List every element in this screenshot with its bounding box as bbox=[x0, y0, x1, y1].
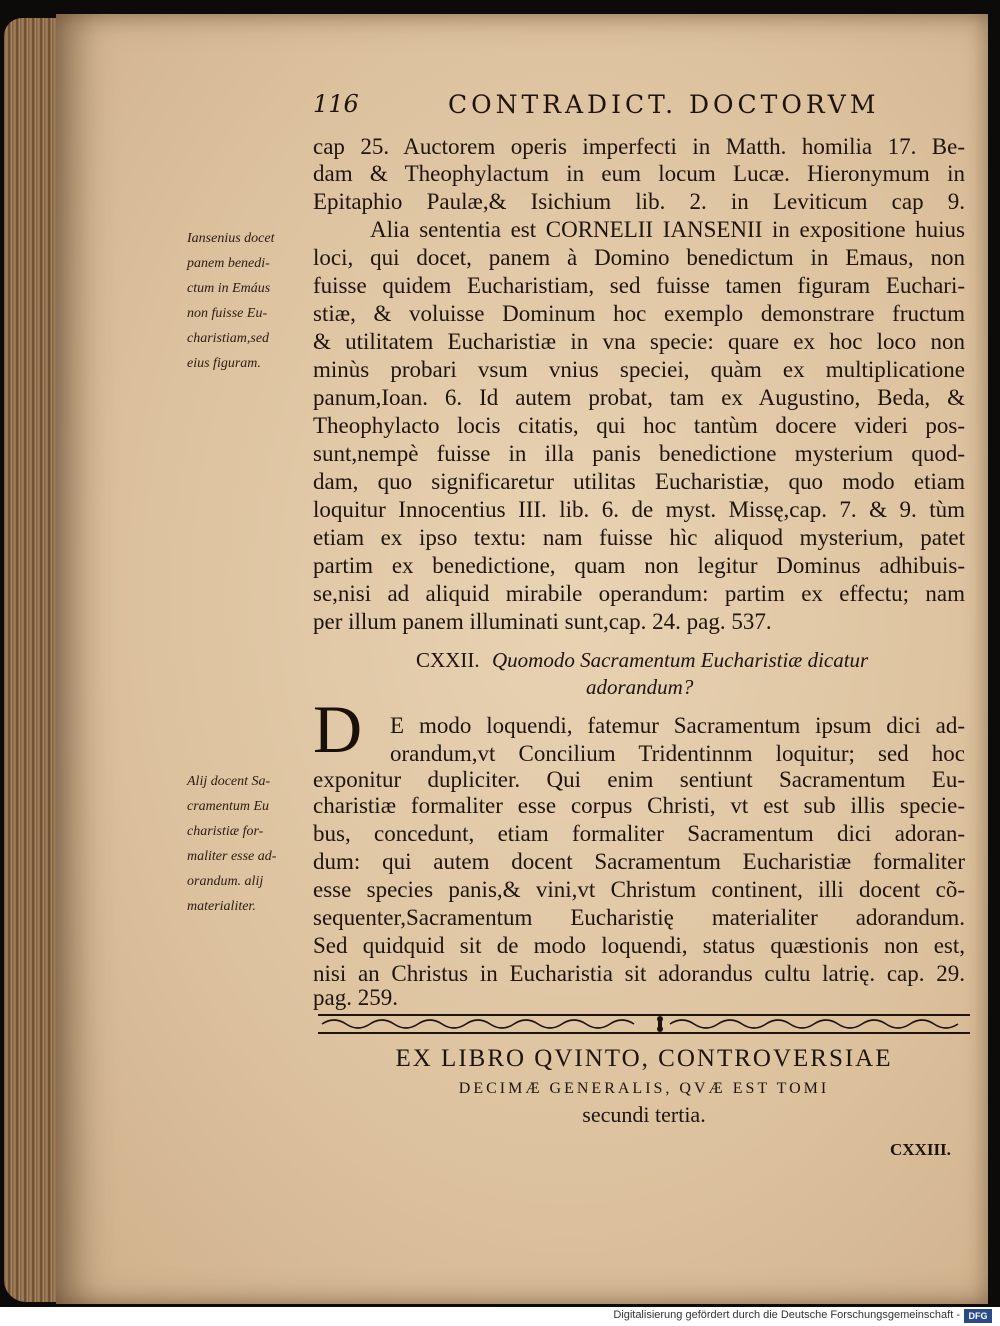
body-line: sequenter,Sacramentum Eucharistię materialiter adorandum. bbox=[313, 905, 965, 930]
margin-note-line: cramentum Eu bbox=[187, 799, 270, 814]
body-line: loquitur Innocentius III. lib. 6. de myst. Missę,cap. 7. & 9. tùm bbox=[313, 497, 965, 522]
catchword: CXXIII. bbox=[890, 1140, 951, 1159]
margin-note-line: maliter esse ad- bbox=[187, 849, 277, 864]
ornament-band bbox=[318, 1013, 970, 1035]
body-line: fuisse quidem Eucharistiam, sed fuisse tamen figuram Euchari- bbox=[313, 273, 965, 298]
drop-cap: D bbox=[313, 691, 363, 767]
body-line: panum,Ioan. 6. Id autem probat, tam ex Augustino, Beda, & bbox=[313, 385, 965, 410]
body-line: Sed quidquid sit de modo loquendi, status quæstionis non est, bbox=[313, 933, 965, 958]
body-line: Epitaphio Paulæ,& Isichium lib. 2. in Leviticum cap 9. bbox=[313, 189, 965, 214]
body-line: & utilitatem Eucharistiæ in vna specie: quare ex hoc loco non bbox=[313, 329, 965, 354]
running-head: CONTRADICT. DOCTORVM bbox=[448, 90, 880, 119]
chapter-title: Quomodo Sacramentum Eucharistiæ dicatur bbox=[492, 648, 869, 672]
margin-note-line: eius figuram. bbox=[187, 356, 261, 371]
body-line: orandum,vt Concilium Tridentinnm loquitur; sed hoc bbox=[390, 741, 965, 766]
section-heading-tail: secundi tertia. bbox=[582, 1102, 706, 1127]
body-line: cap 25. Auctorem operis imperfecti in Matth. homilia 17. Be- bbox=[313, 134, 965, 159]
body-line: per illum panem illuminati sunt,cap. 24. pag. 537. bbox=[313, 609, 772, 634]
body-line: bus, concedunt, etiam formaliter Sacramentum dici adoran- bbox=[313, 821, 965, 846]
body-line: charistiæ formaliter esse corpus Christi, vt est sub illis specie- bbox=[313, 793, 965, 818]
body-line: dum: qui autem docent Sacramentum Eucharistiæ formaliter bbox=[313, 849, 965, 874]
chapter-title-continued: adorandum? bbox=[586, 675, 694, 699]
body-line: stiæ, & voluisse Dominum hoc exemplo demonstrare fructum bbox=[313, 301, 965, 326]
body-line: sunt,nempè fuisse in illa panis benedictione mysterium quod- bbox=[313, 441, 965, 466]
body-line: nisi an Christus in Eucharistia sit adorandus cultu latrię. cap. 29. bbox=[313, 961, 965, 986]
margin-note-line: materialiter. bbox=[187, 899, 256, 914]
body-line: esse species panis,& vini,vt Christum continent, illi docent cõ- bbox=[313, 877, 965, 902]
body-line: etiam ex ipso textu: nam fuisse hìc aliquod mysterium, patet bbox=[313, 525, 965, 550]
body-line: pag. 259. bbox=[313, 985, 398, 1010]
body-line: Alia sententia est CORNELII IANSENII in expositione huius bbox=[370, 217, 965, 242]
body-line: dam & Theophylactum in eum locum Lucæ. Hieronymum in bbox=[313, 161, 965, 186]
dfg-logo: DFG bbox=[964, 1309, 992, 1323]
section-heading-subline: DECIMÆ GENERALIS, QVÆ EST TOMI bbox=[458, 1080, 830, 1097]
margin-note-line: ctum in Emáus bbox=[187, 281, 271, 296]
section-heading: EX LIBRO QVINTO, CONTROVERSIAE bbox=[395, 1045, 893, 1072]
body-line: dam, quo significaretur utilitas Eucharistiæ, quo modo etiam bbox=[313, 469, 965, 494]
margin-note-line: Iansenius docet bbox=[187, 231, 275, 246]
body-line: partim ex benedictione, quam non legitur Dominus adhibuis- bbox=[313, 553, 965, 578]
margin-note-line: orandum. alij bbox=[187, 874, 264, 889]
margin-note-line: charistiæ for- bbox=[187, 824, 264, 839]
chapter-number: CXXII. bbox=[416, 648, 480, 672]
ornament-center-icon bbox=[657, 1016, 663, 1032]
footer-credit: Digitalisierung gefördert durch die Deutsche Forschungsgemeinschaft - bbox=[613, 1309, 960, 1321]
body-line: loci, qui docet, panem à Domino benedictum in Emaus, non bbox=[313, 245, 965, 270]
margin-note-line: charistiam,sed bbox=[187, 331, 270, 346]
body-line: minùs probari vsum vnius speciei, quàm ex multiplicatione bbox=[313, 357, 965, 382]
page-number: 116 bbox=[313, 90, 359, 118]
margin-note-line: panem benedi- bbox=[187, 256, 270, 271]
body-line: Theophylacto locis citatis, qui hoc tantùm docere videri pos- bbox=[313, 413, 965, 438]
body-line: se,nisi ad aliquid mirabile operandum: partim ex effectu; nam bbox=[313, 581, 965, 606]
margin-note-line: Alij docent Sa- bbox=[187, 774, 271, 789]
body-line: E modo loquendi, fatemur Sacramentum ipsum dici ad- bbox=[390, 713, 965, 738]
margin-note-line: non fuisse Eu- bbox=[187, 306, 268, 321]
body-line: exponitur dupliciter. Qui enim sentiunt Sacramentum Eu- bbox=[313, 767, 965, 792]
footer-bar bbox=[0, 1307, 1000, 1326]
